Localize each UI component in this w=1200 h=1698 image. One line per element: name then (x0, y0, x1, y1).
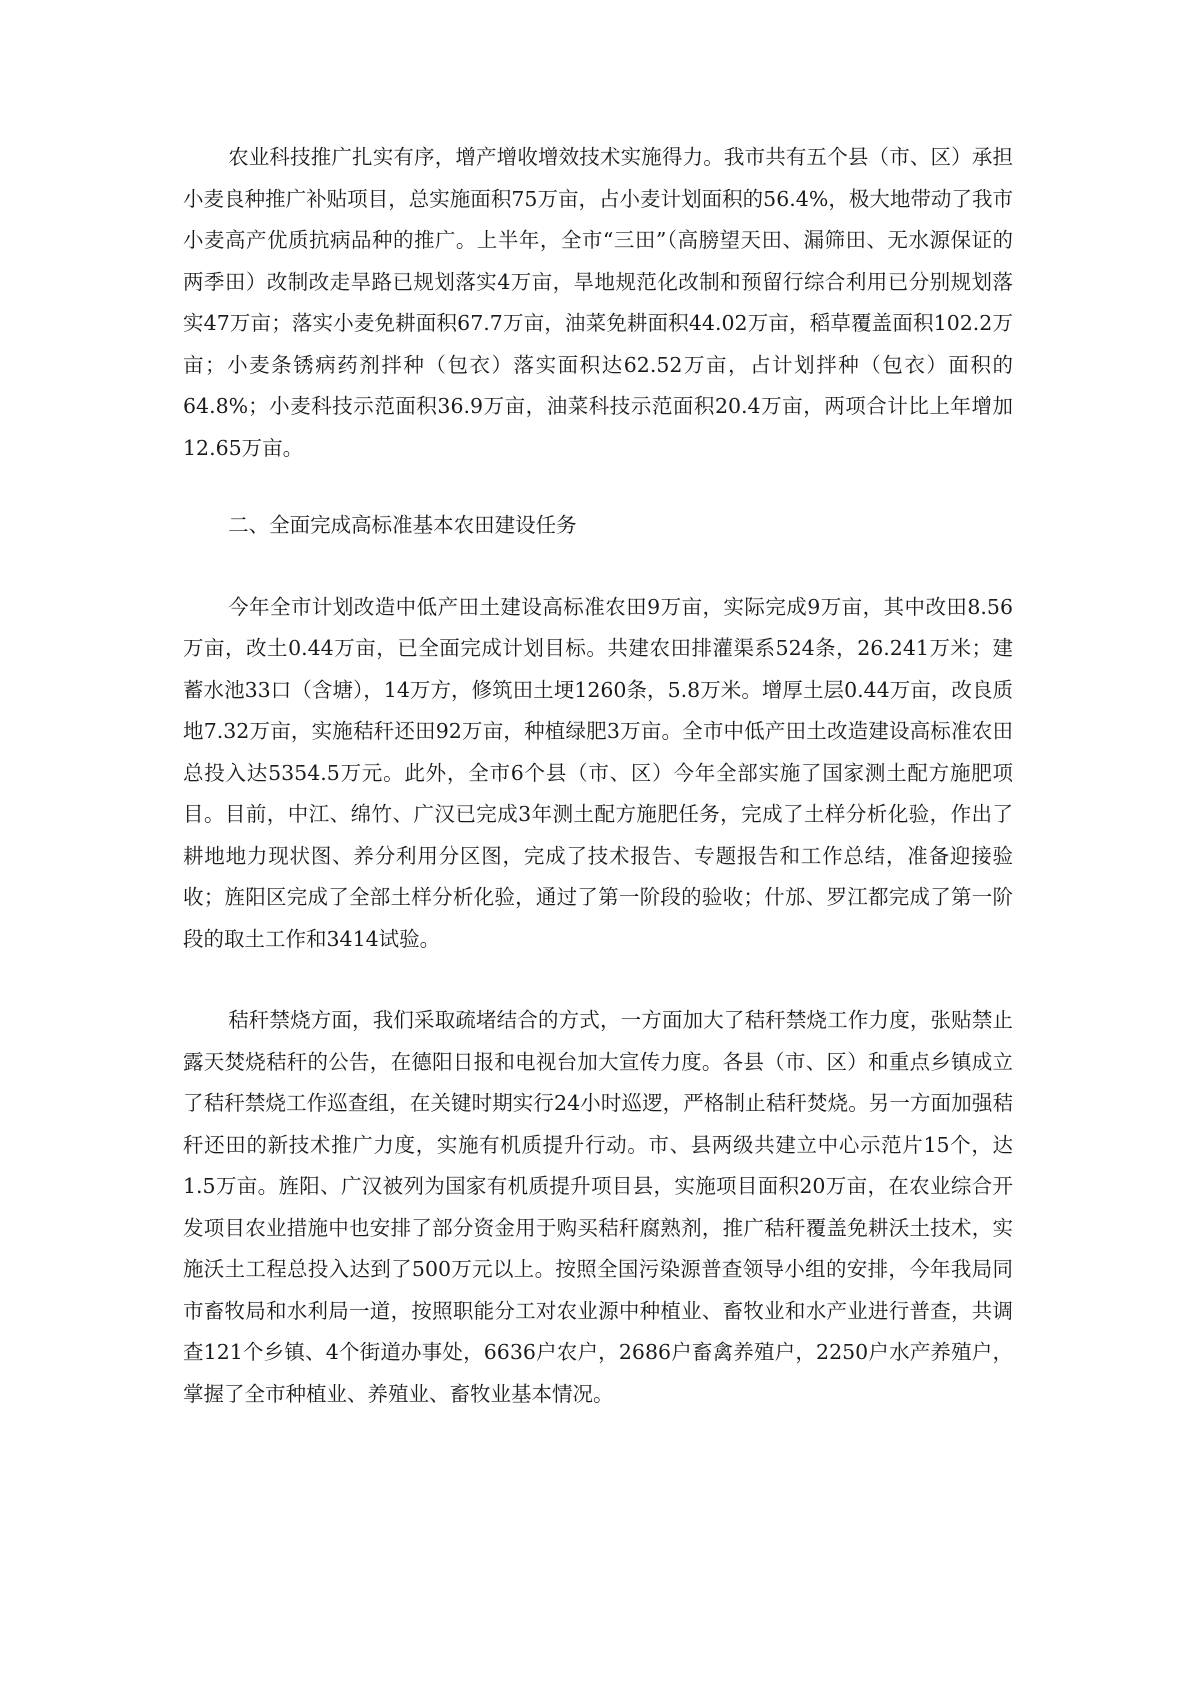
paragraph-agri-tech-promotion: 农业科技推广扎实有序，增产增收增效技术实施得力。我市共有五个县（市、区）承担小麦良种推广补贴项目，总实施面积75万亩，占小麦计划面积的56.4%，极大地带动了我市小麦高产优质抗病品种的推广。上半年，全市“三田”（高膀望天田、漏筛田、无水源保证的两季田）改制改走旱路已规划落实4万亩，旱地规范化改制和预留行综合利用已分别规划落实47万亩；落实小麦免耕面积67.7万亩，油菜免耕面积44.02万亩，稻草覆盖面积102.2万亩；小麦条锈病药剂拌种（包衣）落实面积达62.52万亩，占计划拌种（包衣）面积的64.8%；小麦科技示范面积36.9万亩，油菜科技示范面积20.4万亩，两项合计比上年增加12.65万亩。 (183, 145, 1013, 460)
section-heading-farmland-construction: 二、全面完成高标准基本农田建设任务 (228, 513, 577, 537)
paragraph-straw-burning-ban: 秸秆禁烧方面，我们采取疏堵结合的方式，一方面加大了秸秆禁烧工作力度，张贴禁止露天焚烧秸秆的公告，在德阳日报和电视台加大宣传力度。各县（市、区）和重点乡镇成立了秸秆禁烧工作巡查组，在关键时期实行24小时巡逻，严格制止秸秆焚烧。另一方面加强秸秆还田的新技术推广力度，实施有机质提升行动。市、县两级共建立中心示范片15个，达1.5万亩。旌阳、广汉被列为国家有机质提升项目县，实施项目面积20万亩，在农业综合开发项目农业措施中也安排了部分资金用于购买秸秆腐熟剂，推广秸秆覆盖免耕沃土技术，实施沃土工程总投入达到了500万元以上。按照全国污染源普查领导小组的安排，今年我局同市畜牧局和水利局一道，按照职能分工对农业源中种植业、畜牧业和水产业进行普查，共调查121个乡镇、4个街道办事处，6636户农户，2686户畜禽养殖户，2250户水产养殖户，掌握了全市种植业、养殖业、畜牧业基本情况。 (183, 1008, 1013, 1406)
document-body (183, 137, 1013, 1415)
paragraph-farmland-construction: 今年全市计划改造中低产田土建设高标准农田9万亩，实际完成9万亩，其中改田8.56万亩，改土0.44万亩，已全面完成计划目标。共建农田排灌渠系524条，26.241万米；建蓄水池33口（含塘），14万方，修筑田土埂1260条，5.8万米。增厚土层0.44万亩，改良质地7.32万亩，实施秸秆还田92万亩，种植绿肥3万亩。全市中低产田土改造建设高标准农田总投入达5354.5万元。此外，全市6个县（市、区）今年全部实施了国家测土配方施肥项目。目前，中江、绵竹、广汉已完成3年测土配方施肥任务，完成了土样分析化验，作出了耕地地力现状图、养分利用分区图，完成了技术报告、专题报告和工作总结，准备迎接验收；旌阳区完成了全部土样分析化验，通过了第一阶段的验收；什邡、罗江都完成了第一阶段的取土工作和3414试验。 (183, 594, 1013, 951)
